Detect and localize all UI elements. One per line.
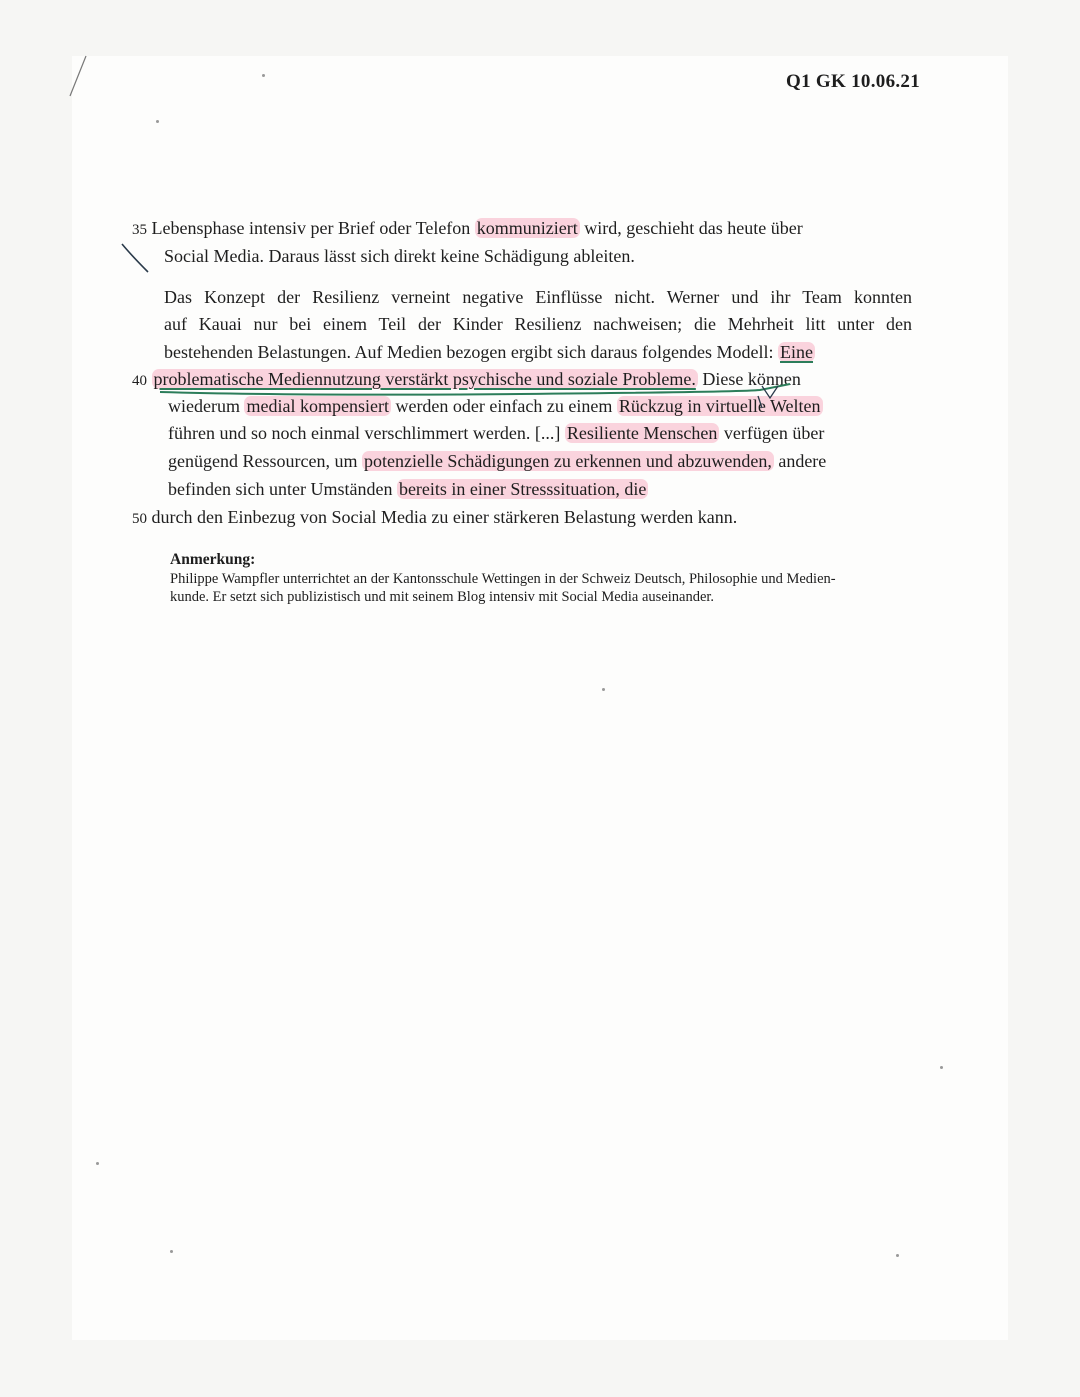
line-35-text-b: wird, geschieht das heute über bbox=[579, 218, 803, 238]
text-line-37: Das Konzept der Resilienz verneint negative Einflüsse nicht. Werner und ihr Team konnten bbox=[164, 287, 912, 307]
speck bbox=[262, 74, 265, 77]
highlight-kommuniziert: kommuniziert bbox=[476, 218, 578, 238]
note-line-2: kunde. Er setzt sich publizistisch und mit seinem Blog intensiv mit Social Media auseinander. bbox=[170, 589, 715, 605]
highlight-medial-kompensiert: medial kompensiert bbox=[246, 396, 389, 416]
speck bbox=[602, 688, 605, 691]
line-41-text-b: werden oder einfach zu einem bbox=[390, 396, 617, 416]
note-line-1: Philippe Wampfler unterrichtet an der Kantonsschule Wettingen in der Schweiz Deutsch, Philosophie und Medien- bbox=[170, 571, 836, 587]
highlight-stresssituation: bereits in einer Stresssituation, die bbox=[398, 479, 647, 499]
note-title: Anmerkung: bbox=[170, 551, 256, 568]
line-43-text-b: andere bbox=[773, 451, 827, 471]
page-header: Q1 GK 10.06.21 bbox=[786, 71, 921, 92]
checkmark-icon bbox=[122, 244, 148, 272]
speck bbox=[96, 1162, 99, 1165]
line-39-text: bestehenden Belastungen. Auf Medien bezogen ergibt sich daraus folgendes Modell: bbox=[164, 342, 779, 362]
highlight-problematische-mediennutzung: problematische Mediennutzung verstärkt psychische und soziale Probleme. bbox=[153, 369, 696, 389]
tick-mark-icon bbox=[758, 396, 762, 408]
line-40-text: Diese können bbox=[697, 369, 801, 389]
speck bbox=[156, 120, 159, 123]
line-41-text-a: wiederum bbox=[168, 396, 245, 416]
line-number-50: 50 bbox=[132, 511, 147, 527]
speck bbox=[940, 1066, 943, 1069]
highlight-resiliente-menschen: Resiliente Menschen bbox=[566, 423, 718, 443]
highlight-potenzielle-schaedigungen: potenzielle Schädigungen zu erkennen und abzuwenden, bbox=[363, 451, 772, 471]
speck bbox=[170, 1250, 173, 1253]
line-42-text-b: verfügen über bbox=[719, 423, 825, 443]
speck bbox=[896, 1254, 899, 1257]
line-50-text: durch den Einbezug von Social Media zu einer stärkeren Belastung werden kann. bbox=[147, 507, 738, 527]
line-number-40: 40 bbox=[132, 373, 147, 389]
line-42-text-a: führen und so noch einmal verschlimmert werden. [...] bbox=[168, 423, 565, 443]
text-line-38: auf Kauai nur bei einem Teil der Kinder Resilienz nachweisen; die Mehrheit litt unter den bbox=[164, 314, 912, 334]
line-35-text-a: Lebensphase intensiv per Brief oder Telefon bbox=[147, 218, 475, 238]
text-line-36: Social Media. Daraus lässt sich direkt keine Schädigung ableiten. bbox=[164, 246, 635, 266]
green-pen-underline bbox=[160, 384, 790, 395]
highlight-rueckzug: Rückzug in virtuelle Welten bbox=[618, 396, 821, 416]
line-43-text-a: genügend Ressourcen, um bbox=[168, 451, 362, 471]
line-number-35: 35 bbox=[132, 222, 147, 238]
line-44-text: befinden sich unter Umständen bbox=[168, 479, 397, 499]
highlight-eine: Eine bbox=[780, 342, 814, 362]
